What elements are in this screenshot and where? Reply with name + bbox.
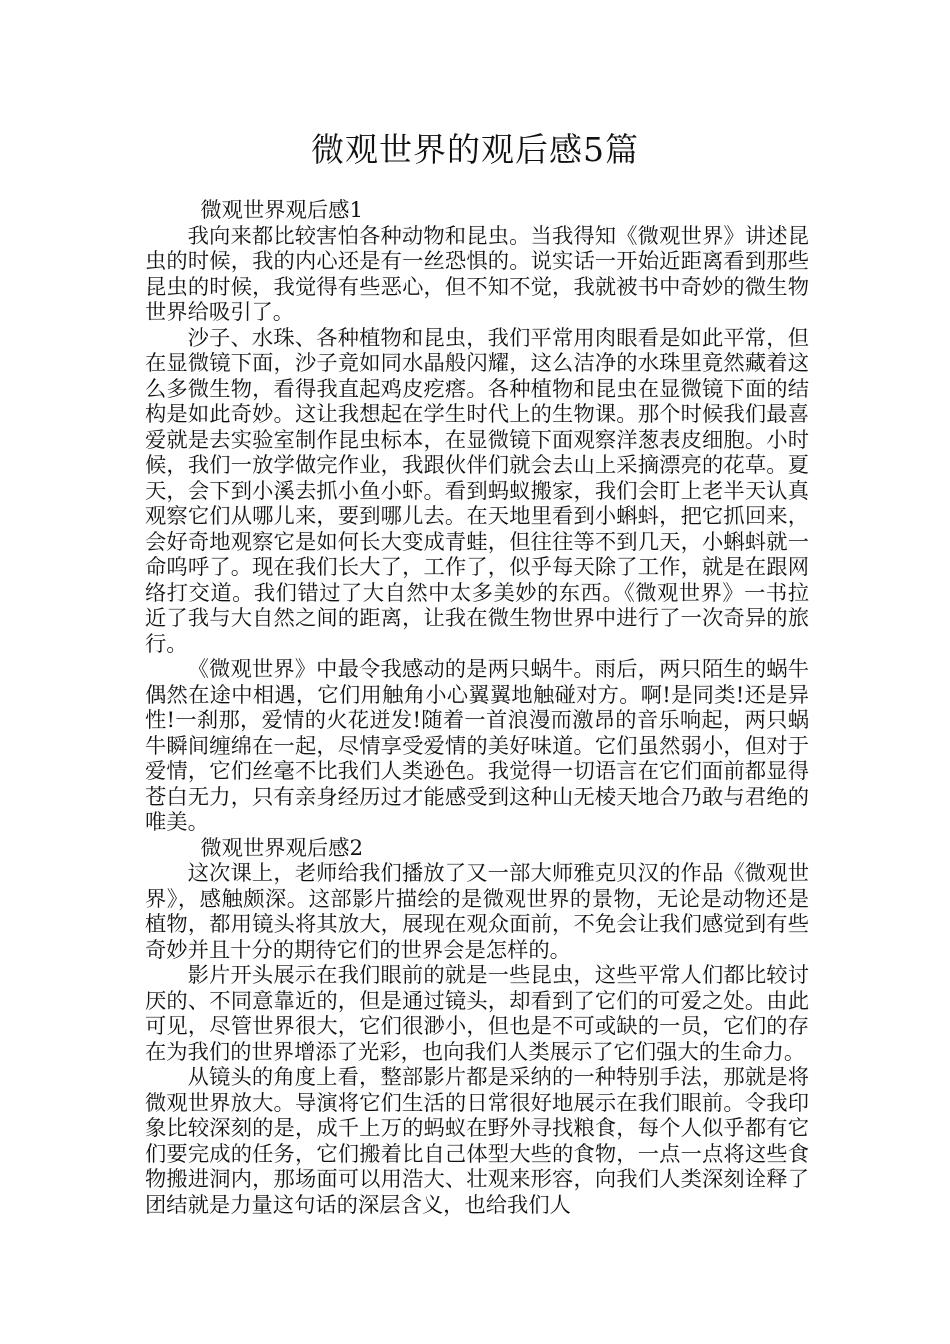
paragraph: 影片开头展示在我们眼前的就是一些昆虫，这些平常人们都比较讨厌的、不同意靠近的，但是通过镜头，却看到了它们的可爱之处。由此可见，尽管世界很大，它们很渺小，但也是不可或缺的一员，它们的存在为我们的世界增添了光彩，也向我们人类展示了它们强大的生命力。: [145, 963, 809, 1065]
paragraph: 《微观世界》中最令我感动的是两只蜗牛。雨后，两只陌生的蜗牛偶然在途中相遇，它们用触角小心翼翼地触碰对方。啊!是同类!还是异性!一刹那，爱情的火花迸发!随着一首浪漫而激昂的音乐响起，两只蜗牛瞬间缠绵在一起，尽情享受爱情的美好味道。它们虽然弱小，但对于爱情，它们丝毫不比我们人类逊色。我觉得一切语言在它们面前都显得苍白无力，只有亲身经历过才能感受到这种山无棱天地合乃敢与君绝的唯美。: [145, 657, 809, 835]
paragraph: 这次课上，老师给我们播放了又一部大师雅克贝汉的作品《微观世界》，感触颇深。这部影片描绘的是微观世界的景物，无论是动物还是植物，都用镜头将其放大，展现在观众面前，不免会让我们感觉到有些奇妙并且十分的期待它们的世界会是怎样的。: [145, 861, 809, 963]
paragraph: 我向来都比较害怕各种动物和昆虫。当我得知《微观世界》讲述昆虫的时候，我的内心还是有一丝恐惧的。说实话一开始近距离看到那些昆虫的时候，我觉得有些恶心，但不知不觉，我就被书中奇妙的微生物世界给吸引了。: [145, 223, 809, 325]
document-body: [145, 198, 809, 1218]
paragraph: 沙子、水珠、各种植物和昆虫，我们平常用肉眼看是如此平常，但在显微镜下面，沙子竟如同水晶般闪耀，这么洁净的水珠里竟然藏着这么多微生物，看得我直起鸡皮疙瘩。各种植物和昆虫在显微镜下面的结构是如此奇妙。这让我想起在学生时代上的生物课。那个时候我们最喜爱就是去实验室制作昆虫标本，在显微镜下面观察洋葱表皮细胞。小时候，我们一放学做完作业，我跟伙伴们就会去山上采摘漂亮的花草。夏天，会下到小溪去抓小鱼小虾。看到蚂蚁搬家，我们会盯上老半天认真观察它们从哪儿来，要到哪儿去。在天地里看到小蝌蚪，把它抓回来，会好奇地观察它是如何长大变成青蛙，但往往等不到几天，小蝌蚪就一命呜呼了。现在我们长大了，工作了，似乎每天除了工作，就是在跟网络打交道。我们错过了大自然中太多美妙的东西。《微观世界》一书拉近了我与大自然之间的距离，让我在微生物世界中进行了一次奇异的旅行。: [145, 325, 809, 657]
section-heading-2: 微观世界观后感2: [200, 835, 364, 861]
document-title: 微观世界的观后感5篇: [311, 130, 639, 169]
section-heading-1: 微观世界观后感1: [200, 198, 364, 223]
paragraph: 从镜头的角度上看，整部影片都是采纳的一种特别手法，那就是将微观世界放大。导演将它们生活的日常很好地展示在我们眼前。令我印象比较深刻的是，成千上万的蚂蚁在野外寻找粮食，每个人似乎都有它们要完成的任务，它们搬着比自己体型大些的食物，一点一点将这些食物搬进洞内，那场面可以用浩大、壮观来形容，向我们人类深刻诠释了团结就是力量这句话的深层含义，也给我们人: [145, 1065, 809, 1218]
